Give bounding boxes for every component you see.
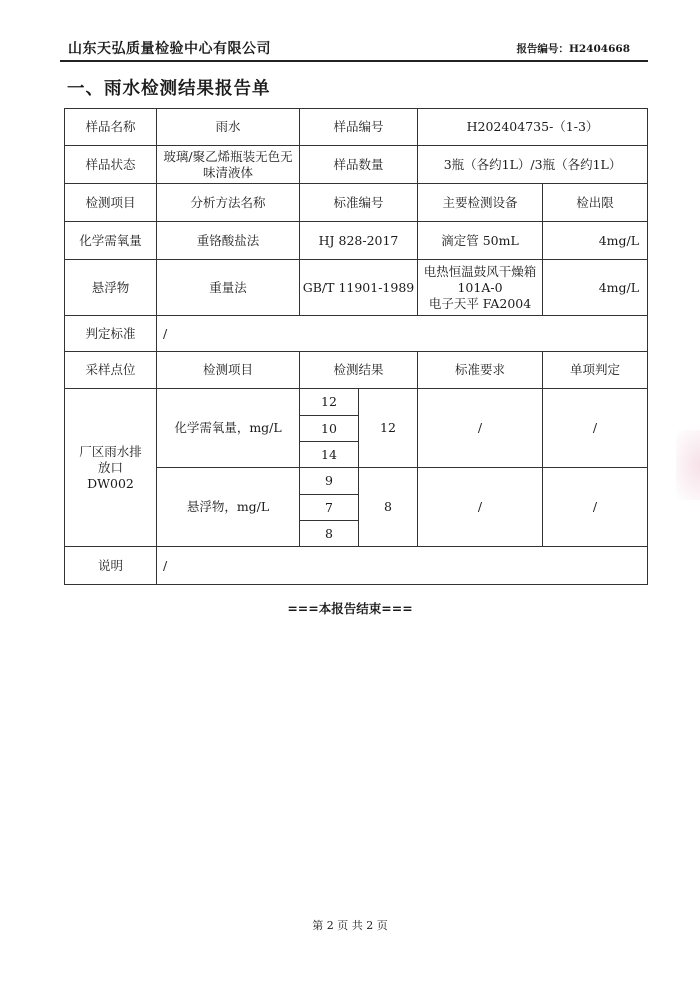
method-limit: 4mg/L [543,222,648,260]
organization-name: 山东天弘质量检验中心有限公司 [68,41,271,57]
sample-name-value: 雨水 [157,109,300,146]
method-name: 重量法 [157,260,300,316]
method-limit: 4mg/L [543,260,648,316]
result-value: 8 [359,468,418,547]
result-requirement: / [418,389,543,468]
results-header-result: 检测结果 [300,352,418,389]
method-equipment: 滴定管 50mL [418,222,543,260]
result-row [65,389,648,416]
result-value: 12 [359,389,418,468]
result-item: 化学需氧量，mg/L [157,389,300,468]
report-table [64,108,648,585]
method-standard: HJ 828-2017 [300,222,418,260]
header-divider [60,60,648,62]
page-title: 一、雨水检测结果报告单 [67,79,271,99]
result-sample-value: 12 [300,389,359,416]
sampling-point [65,389,157,547]
remark-row [65,547,648,585]
method-item: 悬浮物 [65,260,157,316]
result-sample-value: 14 [300,442,359,468]
methods-header-item: 检测项目 [65,184,157,222]
method-row-ss [65,260,648,316]
report-number-label: 报告编号： [516,43,569,55]
sample-number-value: H202404735-（1-3） [418,109,648,146]
equipment-line: 电热恒温鼓风干燥箱 [423,263,537,279]
result-sample-value: 7 [300,495,359,521]
result-sample-value: 10 [300,416,359,442]
judgment-label: 判定标准 [65,316,157,352]
result-item: 悬浮物，mg/L [157,468,300,547]
sample-quantity-value: 3瓶（各约1L）/3瓶（各约1L） [418,146,648,184]
sample-name-label: 样品名称 [65,109,157,146]
methods-header-method: 分析方法名称 [157,184,300,222]
report-end-marker: ===本报告结束=== [287,601,413,616]
judgment-value: / [157,316,648,352]
sample-status-label: 样品状态 [65,146,157,184]
results-header-row [65,352,648,389]
method-equipment [418,260,543,316]
methods-header-equipment: 主要检测设备 [418,184,543,222]
methods-header-row [65,184,648,222]
result-sample-value: 8 [300,521,359,547]
equipment-line: 101A-0 [457,279,503,295]
results-header-item: 检测项目 [157,352,300,389]
sample-number-label: 样品编号 [300,109,418,146]
report-number-value: H2404668 [568,43,630,55]
method-item: 化学需氧量 [65,222,157,260]
result-requirement: / [418,468,543,547]
methods-header-limit: 检出限 [543,184,648,222]
sample-name-row [65,109,648,146]
sample-quantity-label: 样品数量 [300,146,418,184]
result-sample-value: 9 [300,468,359,495]
report-number [516,41,630,56]
results-header-point: 采样点位 [65,352,157,389]
remark-label: 说明 [65,547,157,585]
method-standard: GB/T 11901-1989 [300,260,418,316]
remark-value: / [157,547,648,585]
result-verdict: / [543,389,648,468]
page-number: 第 2 页 共 2 页 [312,919,388,932]
judgment-row [65,316,648,352]
method-name: 重铬酸盐法 [157,222,300,260]
sampling-point-text: 厂区雨水排放口DW002 [79,443,142,491]
paper-stain [676,430,700,500]
results-header-requirement: 标准要求 [418,352,543,389]
results-header-verdict: 单项判定 [543,352,648,389]
method-row-cod [65,222,648,260]
result-verdict: / [543,468,648,547]
methods-header-standard: 标准编号 [300,184,418,222]
sample-status-row [65,146,648,184]
sample-status-value: 玻璃/聚乙烯瓶装无色无味清液体 [157,146,300,184]
equipment-line: 电子天平 FA2004 [428,295,532,311]
